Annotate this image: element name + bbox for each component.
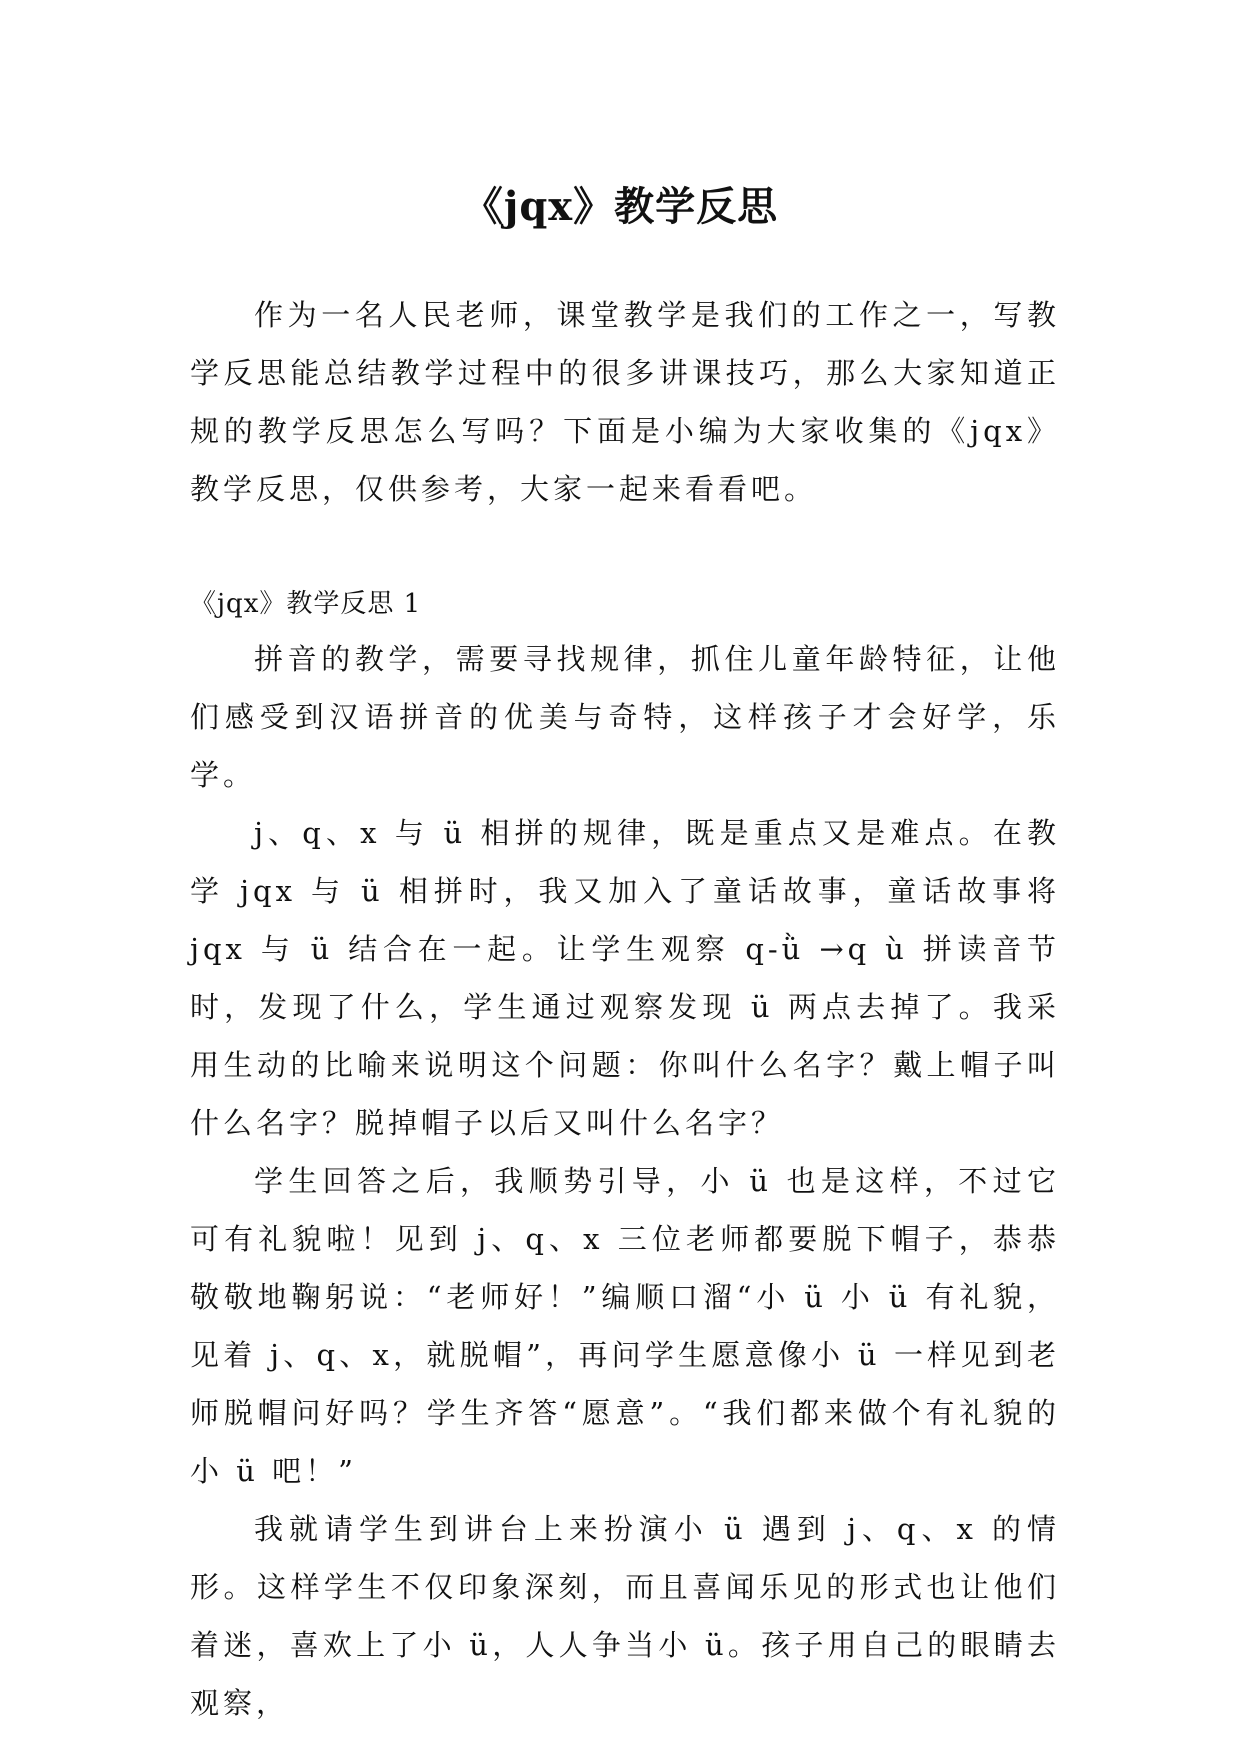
intro-paragraph: 作为一名人民老师，课堂教学是我们的工作之一，写教学反思能总结教学过程中的很多讲课技巧，那么大家知道正规的教学反思怎么写吗？下面是小编为大家收集的《jqx》教学反思，仅供参考，大家一起来看看吧。 — [190, 298, 1060, 506]
section-heading: 《jqx》教学反思 1 — [190, 589, 422, 619]
document-title: 《jqx》教学反思 — [462, 182, 779, 230]
section-body — [190, 630, 1060, 1732]
body-paragraph: 我就请学生到讲台上来扮演小 ü 遇到 j、q、x 的情形。这样学生不仅印象深刻，而且喜闻乐见的形式也让他们着迷，喜欢上了小 ü，人人争当小 ü。孩子用自己的眼睛去观察， — [190, 1512, 1060, 1720]
body-paragraph: j、q、x 与 ü 相拼的规律，既是重点又是难点。在教学 jqx 与 ü 相拼时，我又加入了童话故事，童话故事将 jqx 与 ü 结合在一起。让学生观察 q-ǜ →q ù 拼读音节时，发现了什么，学生通过观察发现 ü 两点去掉了。我采用生动的比喻来说明这个问题：你叫什么名字？戴上帽子叫什么名字？脱掉帽子以后又叫什么名字？ — [190, 816, 1060, 1140]
body-paragraph: 拼音的教学，需要寻找规律，抓住儿童年龄特征，让他们感受到汉语拼音的优美与奇特，这样孩子才会好学，乐学。 — [190, 642, 1060, 792]
body-paragraph: 学生回答之后，我顺势引导，小 ü 也是这样，不过它可有礼貌啦！见到 j、q、x 三位老师都要脱下帽子，恭恭敬敬地鞠躬说：“老师好！”编顺口溜“小 ü 小 ü 有礼貌，见着 j、q、x，就脱帽”，再问学生愿意像小 ü 一样见到老师脱帽问好吗？学生齐答“愿意”。“我们都来做个有礼貌的小 ü 吧！” — [190, 1164, 1060, 1488]
